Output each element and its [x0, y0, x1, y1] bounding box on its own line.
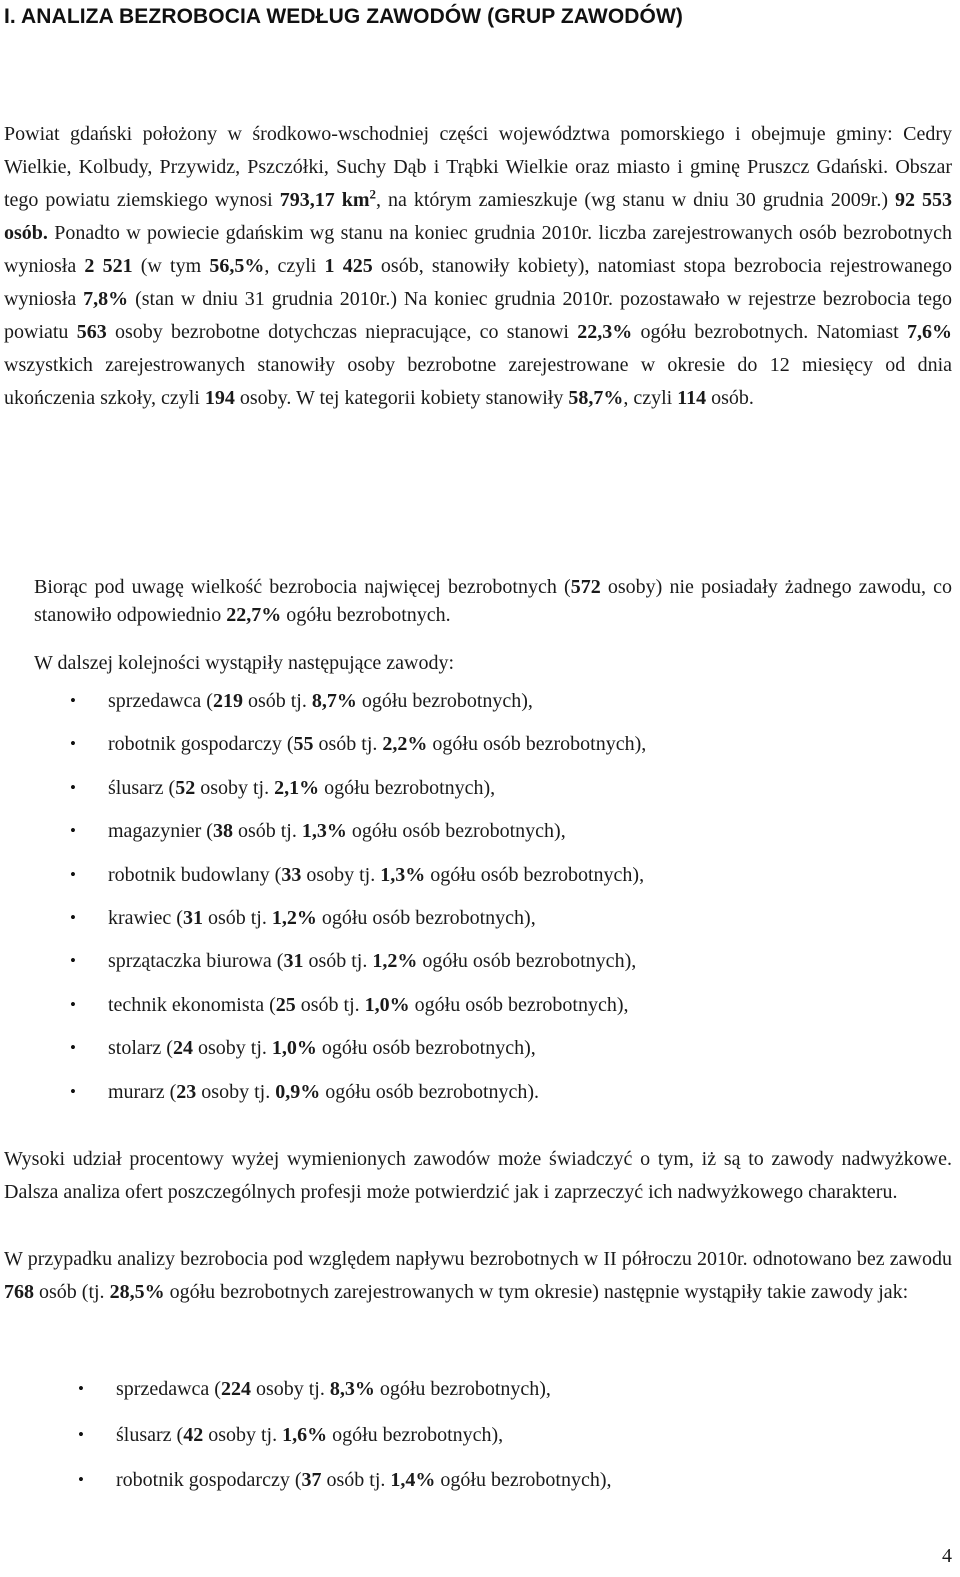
list-item-run: 1,2%: [271, 907, 317, 929]
intro-run: 2 521: [84, 255, 133, 277]
no-profession-block: [34, 573, 952, 629]
following-professions-text: W dalszej kolejności wystąpiły następujące zawody:: [34, 652, 455, 674]
list-item-text: [108, 733, 646, 755]
surplus-block: [4, 1143, 952, 1209]
list-item-run: 0,9%: [275, 1080, 321, 1103]
list-item-run: osoby tj.: [250, 1378, 330, 1400]
list-item-run: 31: [182, 907, 203, 929]
bullet-icon: •: [70, 951, 76, 971]
para4-run: Wysoki udział procentowy wyżej wymienionych zawodów może świadczyć o tym, iż są to zawody nadwyżkowe. Dalsza analiza ofert poszczególnych profesji może potwierdzić jak i zaprzeczyć ich nadwyżkowego charakteru.: [4, 1148, 952, 1203]
list-item-run: ogółu osób bezrobotnych),: [316, 907, 536, 929]
list-item-text: [108, 907, 536, 929]
list-item-run: 1,4%: [390, 1469, 436, 1491]
intro-run: 1 425: [324, 255, 373, 277]
list-item-run: ogółu osób bezrobotnych),: [346, 820, 566, 843]
list-item-run: sprzedawca (: [116, 1378, 221, 1400]
list-item-run: osób tj.: [242, 690, 312, 712]
intro-run: 92 553 osób.: [4, 189, 953, 244]
list-item-run: osób tj.: [303, 950, 373, 973]
list-item-run: osób tj.: [321, 1469, 391, 1491]
list-item-run: 1,6%: [282, 1423, 328, 1446]
list-item-run: stolarz (: [108, 1037, 173, 1060]
list-item-run: robotnik budowlany (: [108, 863, 282, 886]
intro-run: , na którym zamieszkuje (wg stanu w dniu 30 grudnia 2009r.): [375, 189, 896, 211]
list-item: [0, 1378, 940, 1400]
list-item-run: osób tj.: [295, 993, 365, 1016]
bullet-icon: •: [70, 777, 76, 797]
list-item-text: [108, 777, 495, 799]
list-item-text: [108, 994, 629, 1016]
list-item-run: ogółu osób bezrobotnych),: [425, 863, 645, 886]
list-item-run: ogółu osób bezrobotnych),: [409, 993, 629, 1016]
list-item-run: osoby tj.: [203, 1423, 283, 1446]
intro-run: 7,6%: [907, 321, 953, 343]
para5-run: ogółu bezrobotnych zarejestrowanych w tym okresie) następnie wystąpiły takie zawody jak:: [164, 1281, 909, 1303]
intro-run: 793,17 km: [279, 189, 370, 211]
list-item-text: [108, 690, 533, 712]
intro-run: osób, stanowiły kobiety), natomiast stopa bezrobocia rejestrowanego wyniosła: [4, 255, 953, 310]
list-item-run: robotnik gospodarczy (: [116, 1469, 302, 1491]
list-item-run: 8,7%: [311, 690, 357, 712]
intro-run: osób.: [706, 387, 754, 409]
bullet-icon: •: [70, 994, 76, 1014]
intro-run: 22,3%: [577, 321, 633, 343]
list-item-run: 2,1%: [274, 776, 320, 799]
para5-run: osób (tj.: [34, 1281, 110, 1303]
list-item-run: ogółu bezrobotnych),: [356, 690, 533, 712]
list-item-run: 23: [176, 1080, 197, 1103]
para5-run: 768: [4, 1281, 34, 1303]
bullet-icon: •: [70, 908, 76, 927]
list-item-run: ogółu bezrobotnych),: [319, 776, 496, 799]
list-item-run: 1,2%: [372, 950, 418, 973]
list-item-run: 8,3%: [329, 1378, 375, 1400]
bullet-icon: •: [78, 1470, 84, 1489]
list-item: [0, 690, 940, 712]
intro-run: , czyli: [264, 255, 325, 277]
list-item-text: [116, 1469, 612, 1491]
para2-run: 572: [570, 576, 601, 598]
inflow-paragraph: [4, 1243, 952, 1309]
list-item: [0, 820, 940, 842]
list-item-run: osoby tj.: [301, 863, 381, 886]
list-item-run: ogółu osób bezrobotnych),: [417, 950, 637, 973]
intro-run: wszystkich zarejestrowanych stanowiły osoby bezrobotne zarejestrowane w okresie do 12 miesięcy od dnia ukończenia szkoły, czyli: [4, 354, 952, 409]
list-item-run: magazynier (: [108, 820, 213, 843]
list-item-run: krawiec (: [108, 907, 183, 929]
intro-run: 58,7%: [568, 387, 624, 409]
list-item-run: osób tj.: [313, 733, 383, 756]
bullet-icon: •: [70, 821, 76, 841]
list-item-run: 37: [301, 1469, 322, 1491]
bullet-icon: •: [78, 1424, 84, 1444]
list-item-run: technik ekonomista (: [108, 993, 276, 1016]
list-item-run: 25: [275, 993, 296, 1016]
list-item: [0, 950, 940, 972]
list-item: [0, 1424, 940, 1446]
list-item-text: [108, 820, 566, 842]
bullet-icon: •: [70, 691, 76, 710]
list-item-run: 1,0%: [364, 993, 410, 1016]
list-item-run: 55: [293, 733, 314, 756]
para2-run: Biorąc pod uwagę wielkość bezrobocia najwięcej bezrobotnych (: [34, 576, 571, 598]
list-item-run: 42: [183, 1423, 204, 1446]
para2-run: ogółu bezrobotnych.: [281, 604, 451, 626]
list-item-run: osoby tj.: [195, 776, 275, 799]
list-item-run: 38: [212, 820, 233, 843]
list-item: [0, 733, 940, 755]
list-item-run: ogółu osób bezrobotnych),: [316, 1037, 536, 1060]
list-item-run: osoby tj.: [196, 1080, 276, 1103]
intro-run: (w tym: [132, 255, 210, 277]
list-item-run: ślusarz (: [108, 776, 176, 799]
list-item-text: [116, 1378, 551, 1400]
para2-run: 22,7%: [226, 604, 282, 626]
list-item-text: [108, 1037, 536, 1059]
list-item-run: 1,3%: [380, 863, 426, 886]
inflow-block: [4, 1243, 952, 1309]
list-item-run: ogółu bezrobotnych),: [327, 1423, 504, 1446]
intro-run: 114: [677, 387, 707, 409]
intro-run: 7,8%: [83, 288, 129, 310]
bullet-icon: •: [70, 734, 76, 754]
intro-run: osoby. W tej kategorii kobiety stanowiły: [234, 387, 569, 409]
bullet-icon: •: [70, 1038, 76, 1058]
list-item-run: osób tj.: [232, 820, 302, 843]
intro-run: 2: [369, 186, 376, 202]
section-title: I. ANALIZA BEZROBOCIA WEDŁUG ZAWODÓW (GRUP ZAWODÓW): [4, 5, 683, 28]
para5-run: 28,5%: [109, 1281, 165, 1303]
no-profession-paragraph: [34, 573, 952, 629]
intro-run: ogółu bezrobotnych. Natomiast: [632, 321, 908, 343]
list-item-run: 31: [283, 950, 304, 973]
bullet-icon: •: [70, 1081, 76, 1101]
list-item-run: osoby tj.: [192, 1037, 272, 1060]
list-item-text: [108, 864, 644, 886]
list-item-run: murarz (: [108, 1080, 177, 1103]
list-item-run: 219: [212, 690, 243, 712]
following-professions-block: [34, 647, 952, 680]
surplus-paragraph: [4, 1143, 952, 1209]
list-item-run: 1,0%: [271, 1037, 317, 1060]
intro-run: 194: [204, 387, 235, 409]
list-item: [0, 777, 940, 799]
list-item-run: ogółu osób bezrobotnych),: [427, 733, 647, 756]
list-item: [0, 1037, 940, 1059]
para2-run: osoby) nie posiadały żadnego zawodu, co stanowiło odpowiednio: [34, 576, 952, 626]
intro-run: (stan w dniu 31 grudnia 2010r.) Na koniec grudnia 2010r. pozostawało w rejestrze bezrobocia tego powiatu: [4, 288, 952, 343]
para5-run: W przypadku analizy bezrobocia pod względem napływu bezrobotnych w II półroczu 2010r. odnotowano bez zawodu: [4, 1248, 952, 1270]
list-item: [0, 1469, 940, 1491]
list-item-run: ogółu bezrobotnych),: [435, 1469, 612, 1491]
bullet-icon: •: [70, 864, 76, 884]
list-item-run: sprzątaczka biurowa (: [108, 950, 284, 973]
list-item: [0, 864, 940, 886]
list-item-run: osób tj.: [202, 907, 272, 929]
intro-run: Powiat gdański położony w środkowo-wschodniej części województwa pomorskiego i obejmuje gminy: Cedry Wielkie, Kolbudy, Przywidz, Pszczółki, Suchy Dąb i Trąbki Wielkie oraz miasto i gminę Pruszcz Gdański. Obszar tego powiatu ziemskiego wynosi: [4, 123, 952, 211]
intro-run: 563: [76, 321, 107, 343]
intro-paragraph: [4, 118, 952, 415]
list-item-run: 24: [172, 1037, 193, 1060]
list-item: [0, 994, 940, 1016]
intro-run: osoby bezrobotne dotychczas niepracujące, co stanowi: [106, 321, 578, 343]
list-item-run: ślusarz (: [116, 1423, 184, 1446]
list-item-text: [108, 950, 636, 972]
list-item-text: [116, 1424, 503, 1446]
intro-block: [4, 118, 952, 415]
intro-run: Ponadto w powiecie gdańskim wg stanu na koniec grudnia 2010r. liczba zarejestrowanych osób bezrobotnych wyniosła: [4, 222, 952, 277]
list-item-run: robotnik gospodarczy (: [108, 733, 294, 756]
intro-run: 56,5%: [209, 255, 265, 277]
page-number: 4: [942, 1545, 952, 1567]
list-item-text: [108, 1081, 539, 1103]
list-item-run: 1,3%: [301, 820, 347, 843]
list-item-run: 52: [175, 776, 196, 799]
list-item-run: 33: [281, 863, 302, 886]
list-item-run: 224: [220, 1378, 251, 1400]
list-item-run: ogółu bezrobotnych),: [374, 1378, 551, 1400]
intro-run: , czyli: [623, 387, 678, 409]
list-item: [0, 907, 940, 929]
bullet-icon: •: [78, 1379, 84, 1398]
list-item-run: sprzedawca (: [108, 690, 213, 712]
list-item-run: ogółu osób bezrobotnych).: [320, 1080, 540, 1103]
list-item: [0, 1081, 940, 1103]
list-item-run: 2,2%: [382, 733, 428, 756]
